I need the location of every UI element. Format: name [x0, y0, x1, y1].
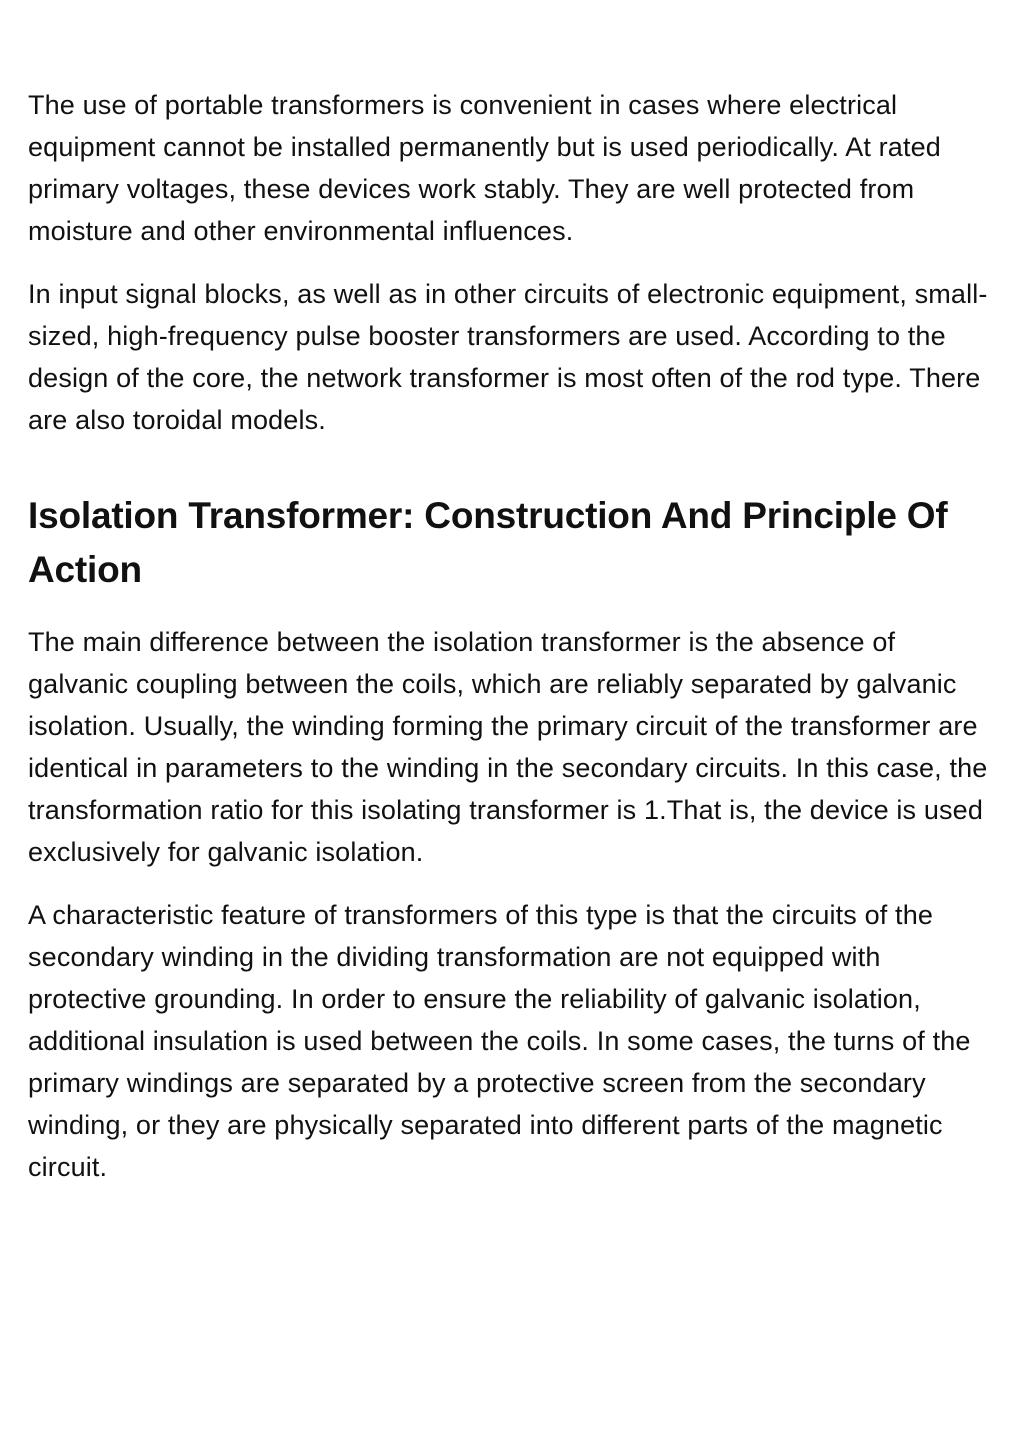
article-body: [28, 84, 988, 1188]
heading-spacer: [28, 441, 988, 489]
heading-bottom-spacer: [28, 597, 988, 621]
section-heading: Isolation Transformer: Construction And Principle Of Action: [28, 495, 948, 590]
paragraph-isolation-difference: The main difference between the isolation transformer is the absence of galvanic coupling between the coils, which are reliably separated by galvanic isolation. Usually, the winding forming the primary circuit of the transformer are identical in parameters to the winding in the secondary circuits. In this case, the transformation ratio for this isolating transformer is 1.That is, the device is used exclusively for galvanic isolation.: [28, 627, 988, 867]
paragraph-spacer: [28, 873, 988, 894]
paragraph-characteristic-feature: A characteristic feature of transformers of this type is that the circuits of the secondary winding in the dividing transformation are not equipped with protective grounding. In order to ensure the reliability of galvanic isolation, additional insulation is used between the coils. In some cases, the turns of the primary windings are separated by a protective screen from the secondary winding, or they are physically separated into different parts of the magnetic circuit.: [28, 900, 971, 1182]
paragraph-portable-transformers: The use of portable transformers is convenient in cases where electrical equipment cannot be installed permanently but is used periodically. At rated primary voltages, these devices work stably. They are well protected from moisture and other environmental influences.: [28, 90, 941, 246]
paragraph-signal-blocks: In input signal blocks, as well as in other circuits of electronic equipment, small-sized, high-frequency pulse booster transformers are used. According to the design of the core, the network transformer is most often of the rod type. There are also toroidal models.: [28, 279, 988, 435]
paragraph-spacer: [28, 252, 988, 273]
